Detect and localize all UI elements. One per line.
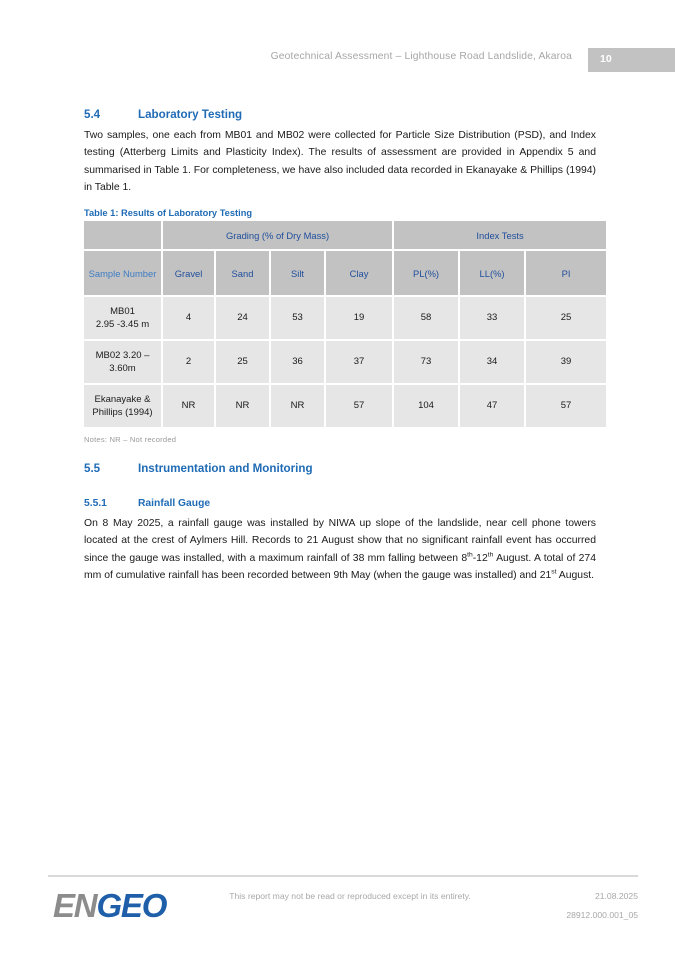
cell-sample-number bbox=[84, 297, 161, 339]
page-number-box bbox=[588, 48, 675, 72]
group-header-grading: Grading (% of Dry Mass) bbox=[163, 221, 392, 249]
heading-5-5-title: Instrumentation and Monitoring bbox=[138, 462, 313, 475]
cell-silt: 36 bbox=[271, 341, 324, 383]
column-header-sample-number: Sample Number bbox=[84, 251, 161, 295]
cell-sample-number bbox=[84, 385, 161, 427]
rainfall-sup-2: th bbox=[487, 551, 494, 559]
heading-5-4-number: 5.4 bbox=[84, 108, 101, 121]
table-row bbox=[84, 297, 606, 339]
cell-clay: 19 bbox=[326, 297, 392, 339]
rainfall-text-part-3: August. A total of 274 mm of cumulative rainfall has been recorded between 9th May (when the gauge was installed) and 21 bbox=[84, 552, 596, 582]
logo-text-en: EN bbox=[53, 887, 97, 924]
cell-sand: 25 bbox=[216, 341, 269, 383]
rainfall-text-part-1: On 8 May 2025, a rainfall gauge was installed by NIWA up slope of the landslide, near cell phone towers located at the crest of Aylmers Hill. Records to 21 August show that no significant rainfall event has occurred since the gauge was installed, with a maximum rainfall of 38 mm falling between 8 bbox=[84, 518, 596, 564]
sample-line-2: 3.60m bbox=[109, 363, 136, 374]
rainfall-sup-3: st bbox=[551, 568, 557, 576]
cell-ll: 33 bbox=[460, 297, 524, 339]
sample-line-1: MB01 bbox=[110, 305, 135, 317]
header-document-title: Geotechnical Assessment – Lighthouse Road Landslide, Akaroa bbox=[270, 51, 572, 62]
cell-gravel: 2 bbox=[163, 341, 214, 383]
cell-sand: 24 bbox=[216, 297, 269, 339]
table-row bbox=[84, 341, 606, 383]
cell-pl: 104 bbox=[394, 385, 458, 427]
footer-date: 21.08.2025 bbox=[594, 891, 638, 901]
group-header-blank bbox=[84, 221, 161, 249]
page-header bbox=[0, 48, 675, 72]
cell-pi: 25 bbox=[526, 297, 606, 339]
footer-disclaimer: This report may not be read or reproduced except in its entirety. bbox=[229, 891, 471, 901]
page-number: 10 bbox=[600, 53, 612, 65]
cell-clay: 57 bbox=[326, 385, 392, 427]
column-header-clay: Clay bbox=[326, 251, 392, 295]
heading-5-5 bbox=[84, 462, 595, 475]
heading-5-4-title: Laboratory Testing bbox=[138, 108, 243, 121]
cell-pi: 57 bbox=[526, 385, 606, 427]
engeo-logo bbox=[53, 888, 166, 924]
paragraph-rainfall-gauge bbox=[84, 515, 596, 585]
column-header-pl: PL(%) bbox=[394, 251, 458, 295]
heading-5-5-1-number: 5.5.1 bbox=[84, 498, 107, 509]
sample-line-2: Phillips (1994) bbox=[92, 407, 153, 418]
cell-clay: 37 bbox=[326, 341, 392, 383]
heading-5-5-number: 5.5 bbox=[84, 462, 101, 475]
cell-gravel: NR bbox=[163, 385, 214, 427]
rainfall-text-part-4: August. bbox=[556, 570, 595, 582]
column-header-silt: Silt bbox=[271, 251, 324, 295]
table-row bbox=[84, 385, 606, 427]
cell-sand: NR bbox=[216, 385, 269, 427]
column-header-gravel: Gravel bbox=[163, 251, 214, 295]
heading-5-4 bbox=[84, 108, 595, 121]
column-header-sand: Sand bbox=[216, 251, 269, 295]
cell-ll: 47 bbox=[460, 385, 524, 427]
cell-silt: NR bbox=[271, 385, 324, 427]
cell-ll: 34 bbox=[460, 341, 524, 383]
rainfall-sup-1: th bbox=[467, 551, 473, 559]
sample-line-1: Ekanayake & bbox=[94, 393, 151, 405]
cell-pi: 39 bbox=[526, 341, 606, 383]
footer-job-number: 28912.000.001_05 bbox=[566, 910, 638, 920]
sample-line-1: MB02 3.20 – bbox=[95, 349, 150, 361]
table-column-header-row bbox=[84, 251, 606, 295]
cell-pl: 58 bbox=[394, 297, 458, 339]
cell-sample-number bbox=[84, 341, 161, 383]
laboratory-results-table bbox=[82, 219, 608, 429]
group-header-index-tests: Index Tests bbox=[394, 221, 606, 249]
heading-5-5-1 bbox=[84, 498, 595, 509]
column-header-ll: LL(%) bbox=[460, 251, 524, 295]
cell-pl: 73 bbox=[394, 341, 458, 383]
logo-text-geo: GEO bbox=[96, 887, 167, 924]
table-caption: Table 1: Results of Laboratory Testing bbox=[84, 208, 253, 218]
rainfall-text-part-2: -12 bbox=[472, 552, 488, 564]
cell-silt: 53 bbox=[271, 297, 324, 339]
paragraph-lab-testing: Two samples, one each from MB01 and MB02 were collected for Particle Size Distribution (PSD), and Index testing (Atterberg Limits and Plasticity Index). The results of assessment are provided in Appendix 5 and summarised in Table 1. For completeness, we have also included data recorded in Ekanayake & Phillips (1994) in Table 1. bbox=[84, 130, 596, 194]
column-header-pi: PI bbox=[526, 251, 606, 295]
heading-5-5-1-title: Rainfall Gauge bbox=[138, 498, 211, 509]
table-notes: Notes: NR – Not recorded bbox=[84, 435, 177, 444]
sample-line-2: 2.95 -3.45 m bbox=[95, 319, 150, 330]
footer-divider bbox=[48, 875, 638, 877]
cell-gravel: 4 bbox=[163, 297, 214, 339]
table-group-header-row bbox=[84, 221, 606, 249]
